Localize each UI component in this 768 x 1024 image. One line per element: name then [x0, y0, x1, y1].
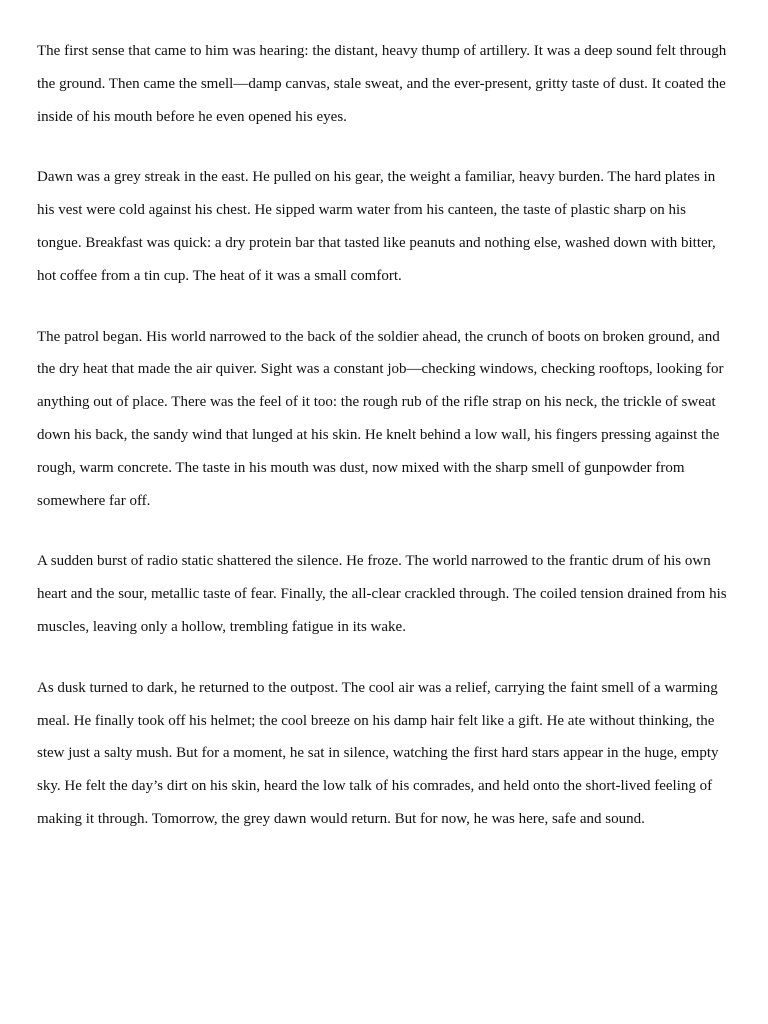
paragraph-3: The patrol began. His world narrowed to the back of the soldier ahead, the crunch of boots on broken ground, and the dry heat that made the air quiver. Sight was a constant job—checking windows, checking rooftops, looking for anything out of place. There was the feel of it too: the rough rub of the rifle strap on his neck, the trickle of sweat down his back, the sandy wind that lunged at his skin. He knelt behind a low wall, his fingers pressing against the rough, warm concrete. The taste in his mouth was dust, now mixed with the sharp smell of gunpowder from somewhere far off.: [37, 328, 724, 509]
paragraph-2: Dawn was a grey streak in the east. He pulled on his gear, the weight a familiar, heavy burden. The hard plates in his vest were cold against his chest. He sipped warm water from his canteen, the taste of plastic sharp on his tongue. Breakfast was quick: a dry protein bar that tasted like peanuts and nothing else, washed down with bitter, hot coffee from a tin cup. The heat of it was a small comfort.: [37, 169, 716, 284]
paragraph-1: The first sense that came to him was hearing: the distant, heavy thump of artillery. It was a deep sound felt through the ground. Then came the smell—damp canvas, stale sweat, and the ever-present, gritty taste of dust. It coated the inside of his mouth before he even opened his eyes.: [37, 43, 727, 125]
document-body: [37, 35, 733, 864]
paragraph-4: A sudden burst of radio static shattered the silence. He froze. The world narrowed to the frantic drum of his own heart and the sour, metallic taste of fear. Finally, the all-clear crackled through. The coiled tension drained from his muscles, leaving only a hollow, trembling fatigue in its wake.: [37, 553, 727, 635]
paragraph-5: As dusk turned to dark, he returned to the outpost. The cool air was a relief, carrying the faint smell of a warming meal. He finally took off his helmet; the cool breeze on his damp hair felt like a gift. He ate without thinking, the stew just a salty mush. But for a moment, he sat in silence, watching the first hard stars appear in the huge, empty sky. He felt the day’s dirt on his skin, heard the low talk of his comrades, and held onto the short-lived feeling of making it through. Tomorrow, the grey dawn would return. But for now, he was here, safe and sound.: [37, 679, 719, 827]
